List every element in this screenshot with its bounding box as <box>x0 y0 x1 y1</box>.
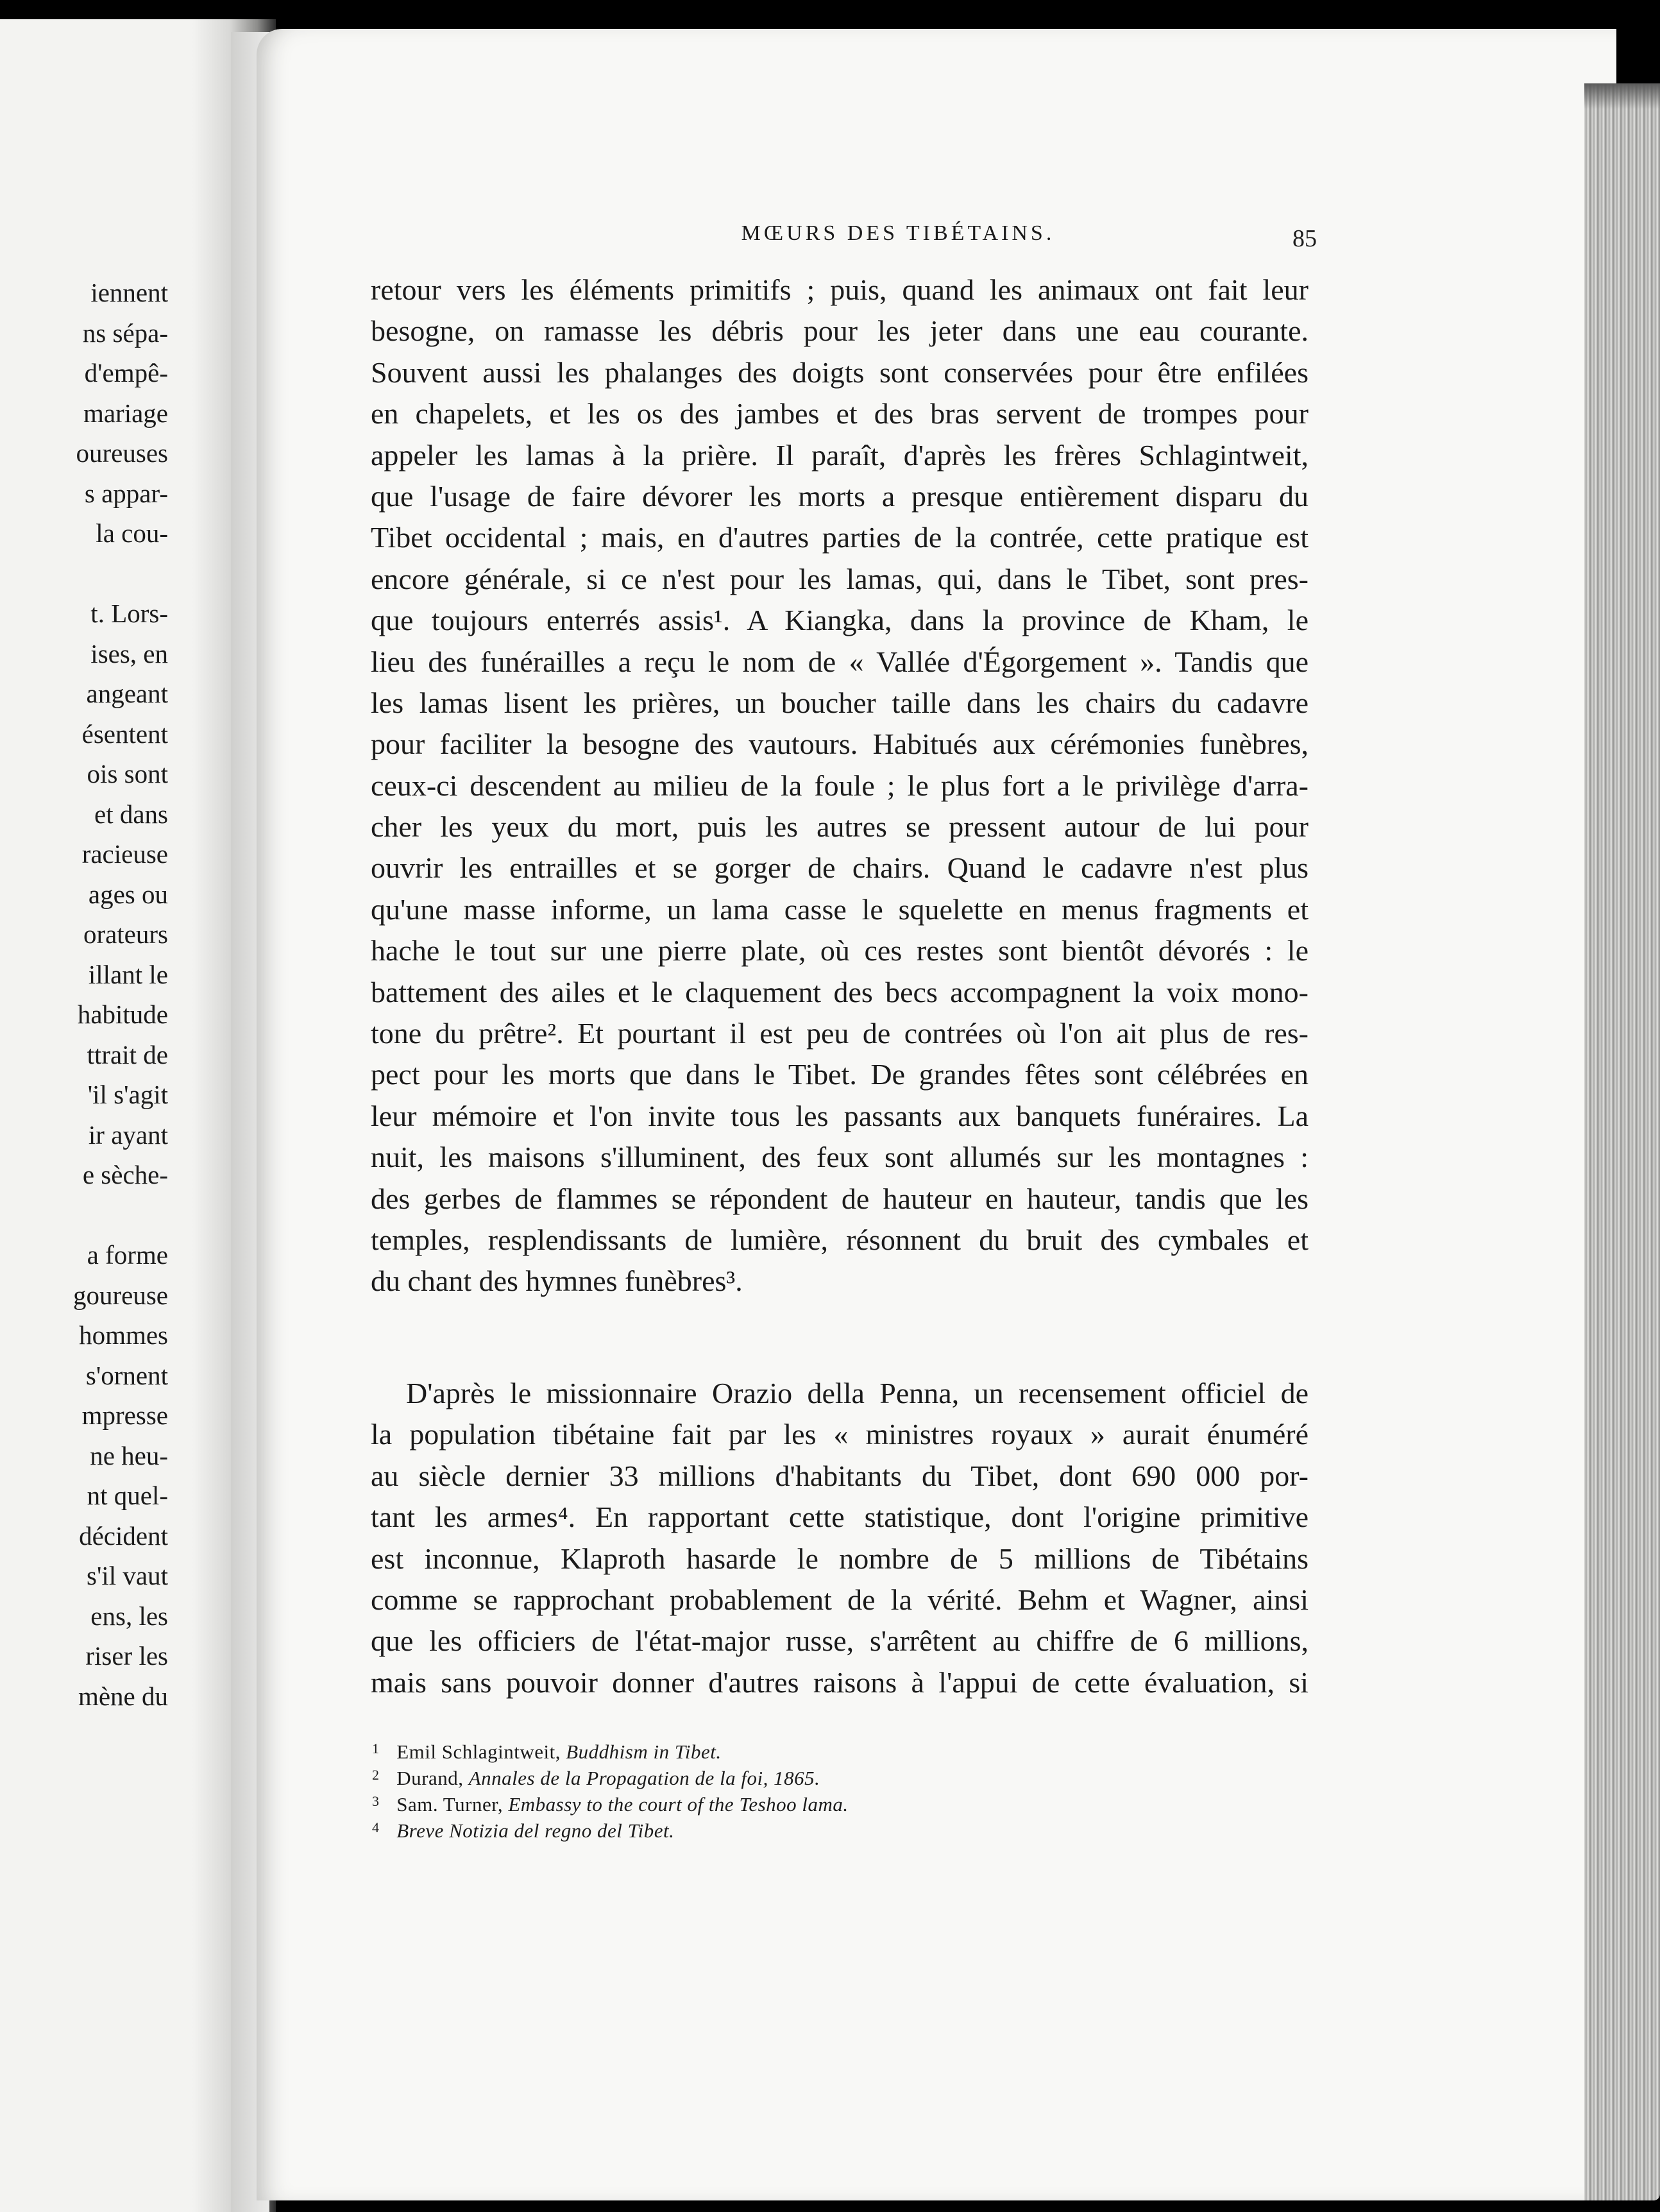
left-line: illant le <box>88 959 168 989</box>
text-line: comme se rapprochant probablement de la vérité. Behm et Wagner, ainsi <box>371 1583 1309 1616</box>
left-line: décident <box>79 1520 168 1551</box>
footnote-number: 1 <box>372 1740 380 1757</box>
text-line: appeler les lamas à la prière. Il paraît, d'après les frères Schlagintweit, <box>371 438 1309 472</box>
footnote-title: Breve Notizia del regno del Tibet. <box>396 1819 675 1842</box>
page-number: 85 <box>1292 225 1317 252</box>
text-line: ceux-ci descendent au milieu de la foule ; le plus fort a le privilège d'arra- <box>371 769 1309 802</box>
left-line: ens, les <box>90 1601 168 1631</box>
footnote-author: Sam. Turner, <box>396 1793 504 1816</box>
text-line: encore générale, si ce n'est pour les lamas, qui, dans le Tibet, sont pres- <box>371 562 1309 595</box>
left-line: oureuses <box>76 438 168 468</box>
left-line: ises, en <box>90 638 168 668</box>
text-line: battement des ailes et le claquement des becs accompagnent la voix mono- <box>371 975 1309 1008</box>
text-line: tone du prêtre². Et pourtant il est peu de contrées où l'on ait plus de res- <box>371 1017 1309 1050</box>
footnote-number: 4 <box>372 1819 380 1835</box>
left-line: hommes <box>79 1320 168 1350</box>
left-line: ésentent <box>81 719 168 749</box>
text-line: la population tibétaine fait par les « ministres royaux » aurait énuméré <box>371 1418 1309 1451</box>
left-line: nt quel- <box>87 1481 168 1510</box>
left-line: iennent <box>90 278 168 307</box>
left-line: habitude <box>77 1000 168 1029</box>
left-line: goureuse <box>72 1280 168 1310</box>
left-line: d'empê- <box>84 358 168 387</box>
text-line: Tibet occidental ; mais, en d'autres parties de la contrée, cette pratique est <box>371 521 1309 554</box>
text-line: que l'usage de faire dévorer les morts a presque entièrement disparu du <box>371 479 1309 513</box>
footnotes <box>372 1735 1142 1841</box>
text-line: pour faciliter la besogne des vautours. Habitués aux cérémonies funèbres, <box>371 727 1309 761</box>
left-line: angeant <box>86 679 168 708</box>
text-line: cher les yeux du mort, puis les autres se pressent autour de lui pour <box>371 810 1309 844</box>
footnote-number: 2 <box>372 1767 380 1783</box>
text-line: du chant des hymnes funèbres³. <box>371 1264 743 1298</box>
left-line: ne heu- <box>90 1440 168 1470</box>
text-line: D'après le missionnaire Orazio della Penna, un recensement officiel de <box>406 1377 1309 1409</box>
text-line: mais sans pouvoir donner d'autres raisons à l'appui de cette évaluation, si <box>371 1665 1309 1699</box>
left-line: t. Lors- <box>90 599 168 628</box>
text-line: en chapelets, et les os des jambes et des bras servent de trompes pour <box>371 397 1309 430</box>
text-line: est inconnue, Klaproth hasarde le nombre de 5 millions de Tibétains <box>371 1542 1309 1575</box>
text-line: lieu des funérailles a reçu le nom de « Vallée d'Égorgement ». Tandis que <box>371 645 1309 678</box>
left-line: 'il s'agit <box>87 1080 168 1109</box>
footnote <box>372 1762 1142 1788</box>
left-line: la cou- <box>96 518 168 548</box>
left-line: orateurs <box>83 919 168 949</box>
text-line: leur mémoire et l'on invite tous les passants aux banquets funéraires. La <box>371 1099 1309 1132</box>
footnote <box>372 1814 1142 1841</box>
paragraph-1 <box>371 269 1309 1302</box>
left-line: s'il vaut <box>87 1561 168 1590</box>
text-line: les lamas lisent les prières, un boucher taille dans les chairs du cadavre <box>371 686 1309 719</box>
footnote-author: Emil Schlagintweit, <box>396 1740 561 1763</box>
text-line: retour vers les éléments primitifs ; puis, quand les animaux ont fait leur <box>371 273 1309 306</box>
footnote-title: Annales de la Propagation de la foi, 1865. <box>468 1767 820 1789</box>
left-line: a forme <box>87 1240 168 1270</box>
page-block-shadow <box>1584 83 1660 109</box>
left-line: e sèche- <box>82 1160 168 1189</box>
left-line: ttrait de <box>87 1039 168 1069</box>
left-line: et dans <box>94 799 168 829</box>
text-line: temples, resplendissants de lumière, résonnent du bruit des cymbales et <box>371 1223 1309 1256</box>
running-head: MŒURS DES TIBÉTAINS. <box>741 221 1055 245</box>
left-line-blank <box>0 1195 168 1236</box>
footnote-number: 3 <box>372 1793 380 1809</box>
left-line: mpresse <box>81 1400 168 1430</box>
text-line: qu'une masse informe, un lama casse le squelette en menus fragments et <box>371 892 1309 926</box>
paragraph-2 <box>371 1373 1309 1703</box>
left-page-text <box>0 273 168 1716</box>
text-line: que toujours enterrés assis¹. A Kiangka, dans la province de Kham, le <box>371 604 1309 637</box>
text-line: ouvrir les entrailles et se gorger de chairs. Quand le cadavre n'est plus <box>371 851 1309 885</box>
left-line: ois sont <box>87 759 168 788</box>
left-line: s appar- <box>84 478 168 508</box>
page-block-edges <box>1584 83 1660 2200</box>
left-line: s'ornent <box>85 1360 168 1390</box>
text-line: Souvent aussi les phalanges des doigts sont conservées pour être enfilées <box>371 355 1309 389</box>
footnote-author: Durand, <box>396 1767 464 1789</box>
text-line: nuit, les maisons s'illuminent, des feux sont allumés sur les montagnes : <box>371 1141 1309 1174</box>
left-line: ir ayant <box>88 1119 168 1150</box>
left-line: mène du <box>78 1681 168 1711</box>
left-line: ns sépa- <box>82 318 168 348</box>
left-line: ages ou <box>88 879 168 909</box>
footnote-title: Buddhism in Tibet. <box>566 1740 722 1763</box>
text-line: que les officiers de l'état-major russe, s'arrêtent au chiffre de 6 millions, <box>371 1624 1309 1658</box>
text-line: pect pour les morts que dans le Tibet. De grandes fêtes sont célébrées en <box>371 1058 1309 1091</box>
text-line: au siècle dernier 33 millions d'habitants du Tibet, dont 690 000 por- <box>371 1459 1309 1492</box>
text-line: des gerbes de flammes se répondent de hauteur en hauteur, tandis que les <box>371 1182 1309 1215</box>
footnote <box>372 1788 1142 1814</box>
left-line: racieuse <box>81 839 168 869</box>
left-line-blank <box>0 554 168 594</box>
footnote <box>372 1735 1142 1762</box>
left-line: mariage <box>83 398 168 428</box>
text-line: besogne, on ramasse les débris pour les jeter dans une eau courante. <box>371 314 1309 348</box>
text-line: hache le tout sur une pierre plate, où ces restes sont bientôt dévorés : le <box>371 934 1309 967</box>
left-line: riser les <box>85 1641 168 1671</box>
text-line: tant les armes⁴. En rapportant cette statistique, dont l'origine primitive <box>371 1501 1309 1534</box>
footnote-title: Embassy to the court of the Teshoo lama. <box>508 1793 849 1816</box>
